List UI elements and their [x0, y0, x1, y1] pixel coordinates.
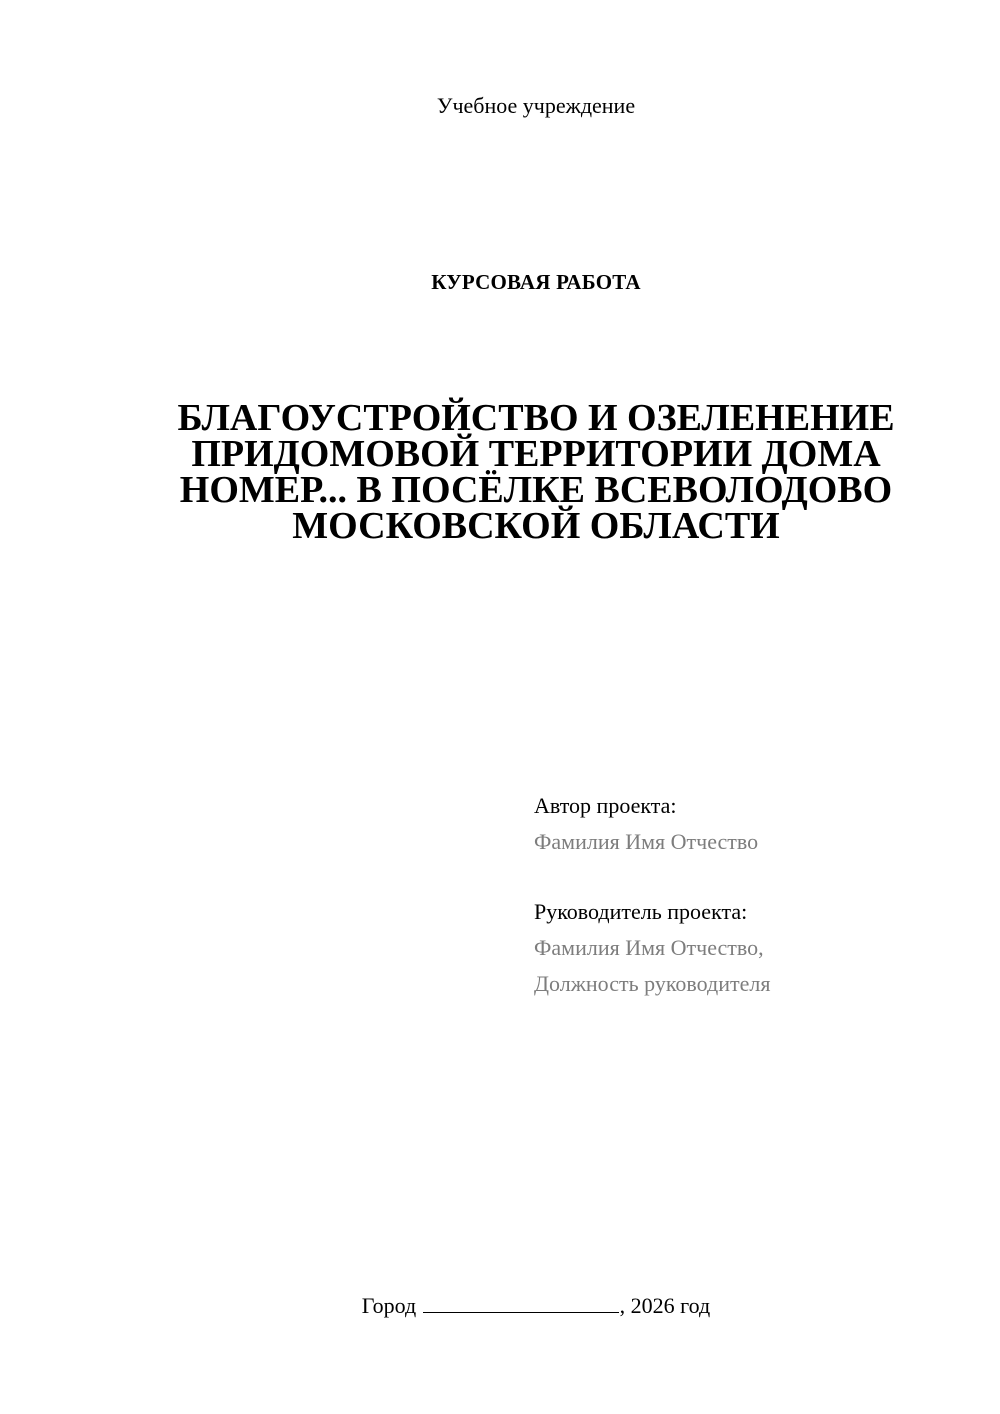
institution-name: Учебное учреждение — [436, 93, 636, 118]
credits-block — [534, 788, 770, 1002]
city-year-line — [0, 1290, 1000, 1321]
credits-spacer — [534, 860, 770, 894]
supervisor-position: Должность руководителя — [534, 971, 771, 996]
document-type: КУРСОВАЯ РАБОТА — [431, 270, 641, 294]
author-name: Фамилия Имя Отчество — [534, 829, 759, 854]
year-text: , 2026 год — [619, 1293, 711, 1318]
document-title: БЛАГОУСТРОЙСТВО И ОЗЕЛЕНЕНИЕ ПРИДОМОВОЙ ТЕРРИТОРИИ ДОМА НОМЕР... В ПОСЁЛКЕ ВСЕВОЛОДОВО МОСКОВСКОЙ ОБЛАСТИ — [177, 397, 895, 547]
supervisor-name: Фамилия Имя Отчество, — [534, 935, 764, 960]
city-blank-line — [423, 1290, 619, 1313]
city-label: Город — [361, 1293, 417, 1318]
author-label: Автор проекта: — [534, 793, 677, 818]
supervisor-label: Руководитель проекта: — [534, 899, 748, 924]
